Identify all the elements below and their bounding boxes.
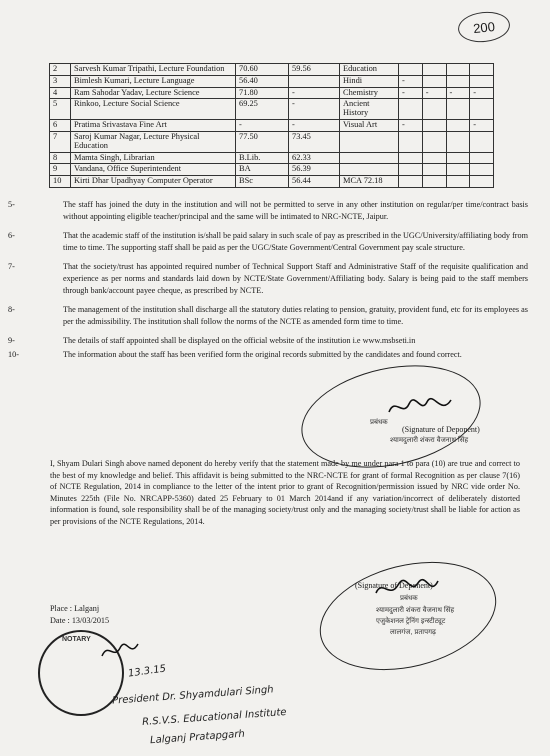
table-cell-pct: 69.25: [236, 99, 289, 120]
table-cell-name: Vandana, Office Superintendent: [71, 164, 236, 176]
table-cell-pct2: -: [289, 120, 340, 132]
table-cell-c6: [422, 152, 446, 164]
deponent-stamp-2b: श्यामदुलारी शंकरा वैजनाथ सिंह: [376, 607, 455, 614]
table-cell-pct2: 56.44: [289, 176, 340, 188]
deponent-stamp-2a: प्रबंधक: [400, 595, 418, 602]
table-cell-name: Kirti Dhar Upadhyay Computer Operator: [71, 176, 236, 188]
table-cell-c7: [446, 99, 470, 120]
table-row: [50, 176, 494, 188]
deponent-signature-1: [385, 392, 455, 422]
handwritten-line-3: Lalganj Pratapgarh: [149, 728, 246, 747]
staff-table: [49, 63, 494, 188]
table-cell-no: 9: [50, 164, 71, 176]
table-cell-pct: -: [236, 120, 289, 132]
table-cell-subject: Education: [340, 64, 399, 76]
table-cell-c5: [399, 131, 423, 152]
table-cell-c8: [470, 176, 494, 188]
item-6: 6- That the academic staff of the institution is/shall be paid salary in such scale of pay as prescribed in the UGC/University/affiliating body from time to time. The supporting staff shall be paid as per the UGC/State Government/Central Government pay scale structure.: [8, 231, 528, 252]
table-cell-name: Pratima Srivastava Fine Art: [71, 120, 236, 132]
handwritten-date: 13.3.15: [127, 663, 167, 680]
table-cell-c8: [470, 99, 494, 120]
table-cell-pct: B.Lib.: [236, 152, 289, 164]
table-cell-pct: 70.60: [236, 64, 289, 76]
table-cell-pct2: -: [289, 87, 340, 99]
table-cell-no: 4: [50, 87, 71, 99]
table-row: [50, 164, 494, 176]
table-cell-c8: [470, 152, 494, 164]
table-row: [50, 75, 494, 87]
table-cell-c6: [422, 131, 446, 152]
table-cell-c5: [399, 164, 423, 176]
table-row: [50, 87, 494, 99]
table-cell-pct2: 73.45: [289, 131, 340, 152]
table-cell-c7: [446, 152, 470, 164]
table-cell-c6: [422, 64, 446, 76]
table-cell-pct2: 62.33: [289, 152, 340, 164]
table-cell-name: Bimlesh Kumari, Lecture Language: [71, 75, 236, 87]
table-cell-c5: -: [399, 120, 423, 132]
signature-label-2: (Signature of Deponent): [355, 581, 433, 590]
table-row: [50, 64, 494, 76]
table-cell-c8: [470, 75, 494, 87]
table-cell-name: Mamta Singh, Librarian: [71, 152, 236, 164]
table-cell-pct2: [289, 75, 340, 87]
table-cell-c7: [446, 164, 470, 176]
table-cell-c5: -: [399, 75, 423, 87]
place: Place : Lalganj: [50, 604, 100, 613]
handwritten-line-2: R.S.V.S. Educational Institute: [141, 706, 287, 729]
table-cell-c7: [446, 176, 470, 188]
table-cell-pct: 56.40: [236, 75, 289, 87]
table-cell-c6: [422, 75, 446, 87]
item-10: 10- The information about the staff has been verified form the original records submitted by the candidates and found correct.: [8, 350, 462, 359]
table-cell-subject: [340, 131, 399, 152]
table-cell-c5: [399, 64, 423, 76]
table-cell-name: Sarvesh Kumar Tripathi, Lecture Foundation: [71, 64, 236, 76]
date: Date : 13/03/2015: [50, 616, 110, 625]
handwritten-line-1: President Dr. Shyamdulari Singh: [111, 684, 274, 707]
table-row: [50, 120, 494, 132]
table-cell-subject: Visual Art: [340, 120, 399, 132]
item-8: 8- The management of the institution shall discharge all the statutory duties relating to pension, gratuity, provident fund, etc for its employees as per the admissibility. The institution shall follow the norms of the NCTE as amended form time to time.: [8, 305, 528, 326]
deponent-stamp-2c: एजुकेशनल ट्रेनिंग इन्स्टीट्यूट: [376, 618, 446, 625]
table-cell-c6: [422, 176, 446, 188]
deponent-stamp-1a: प्रबंधक: [370, 419, 388, 426]
table-cell-c8: [470, 64, 494, 76]
table-cell-no: 10: [50, 176, 71, 188]
table-cell-name: Saroj Kumar Nagar, Lecture Physical Education: [71, 131, 236, 152]
table-cell-name: Ram Sahodar Yadav, Lecture Science: [71, 87, 236, 99]
signature-label-1: (Signature of Deponent): [402, 425, 480, 434]
table-cell-c8: [470, 164, 494, 176]
declaration-items: [8, 199, 528, 368]
deponent-stamp-2d: लालगंज, प्रतापगढ़: [390, 629, 436, 636]
table-cell-c5: [399, 99, 423, 120]
table-cell-no: 5: [50, 99, 71, 120]
item-7: 7- That the society/trust has appointed required number of Technical Support Staff and Administrative Staff of the requisite qualification and experience as per norms and standards laid down by NCTE/State Government/Affiliating body. Salary is being paid to the staff members through bank/account payee cheque, as prescribed by NCTE.: [8, 262, 528, 295]
table-cell-c8: -: [470, 87, 494, 99]
table-cell-c6: [422, 99, 446, 120]
table-cell-no: 2: [50, 64, 71, 76]
table-cell-c6: -: [422, 87, 446, 99]
table-cell-c8: -: [470, 120, 494, 132]
table-cell-subject: [340, 152, 399, 164]
table-cell-c6: [422, 164, 446, 176]
table-cell-c7: -: [446, 87, 470, 99]
table-row: [50, 99, 494, 120]
table-cell-pct: BSc: [236, 176, 289, 188]
table-cell-pct: BA: [236, 164, 289, 176]
notary-stamp-label: NOTARY: [62, 636, 91, 643]
table-cell-c6: [422, 120, 446, 132]
table-cell-c7: [446, 131, 470, 152]
table-cell-pct: 71.80: [236, 87, 289, 99]
notary-signature: [100, 640, 140, 662]
table-cell-subject: Chemistry: [340, 87, 399, 99]
table-cell-c5: [399, 176, 423, 188]
table-cell-c7: [446, 75, 470, 87]
table-cell-pct: 77.50: [236, 131, 289, 152]
table-cell-c8: [470, 131, 494, 152]
table-cell-subject: Ancient History: [340, 99, 399, 120]
deponent-stamp-1b: श्यामदुलारी शंकरा वैजनाथ सिंह: [390, 437, 469, 444]
table-cell-no: 6: [50, 120, 71, 132]
item-9: 9- The details of staff appointed shall be displayed on the official website of the institution i.e www.msbseti.in: [8, 336, 416, 345]
page-number: 200: [457, 9, 512, 44]
table-cell-subject: Hindi: [340, 75, 399, 87]
table-cell-no: 3: [50, 75, 71, 87]
table-cell-name: Rinkoo, Lecture Social Science: [71, 99, 236, 120]
table-cell-subject: [340, 164, 399, 176]
table-cell-no: 7: [50, 131, 71, 152]
table-cell-c7: [446, 120, 470, 132]
table-cell-pct2: 56.39: [289, 164, 340, 176]
table-cell-c5: [399, 152, 423, 164]
table-cell-c7: [446, 64, 470, 76]
signature-oval-2: [308, 545, 507, 688]
table-cell-pct2: -: [289, 99, 340, 120]
verification-paragraph: I, Shyam Dulari Singh above named deponent do hereby verify that the statement made by me under para 1 to para (10) are true and correct to the best of my knowledge and belief. This affidavit is being submitted to the NRC-NCTE for grant of formal Recognition as per clause 7(16) of NCTE Regulation, 2014 in compliance to the letter of the intent prior to grant of Recognition/permission issued by NRC vide order No. Minutes 225th (File No. NRCAPP-5360) dated 25 February to 01 March 2014and if any variation/incorrect of deliberately distorted information is found, sole responsibility shall be of the managing society/trust only and the managing society/trust shall be liable for action as per provisions of the NCTE Regulations, 2014.: [50, 459, 520, 526]
table-cell-subject: MCA 72.18: [340, 176, 399, 188]
table-cell-pct2: 59.56: [289, 64, 340, 76]
table-row: [50, 131, 494, 152]
table-row: [50, 152, 494, 164]
item-5: 5- The staff has joined the duty in the institution and will not be permitted to serve in any other institution on regular/per time/contract basis without appointing eligible teacher/principal and the same will be intimated to NRC-NCTE, Jaipur.: [8, 200, 528, 221]
table-cell-c5: -: [399, 87, 423, 99]
table-cell-no: 8: [50, 152, 71, 164]
